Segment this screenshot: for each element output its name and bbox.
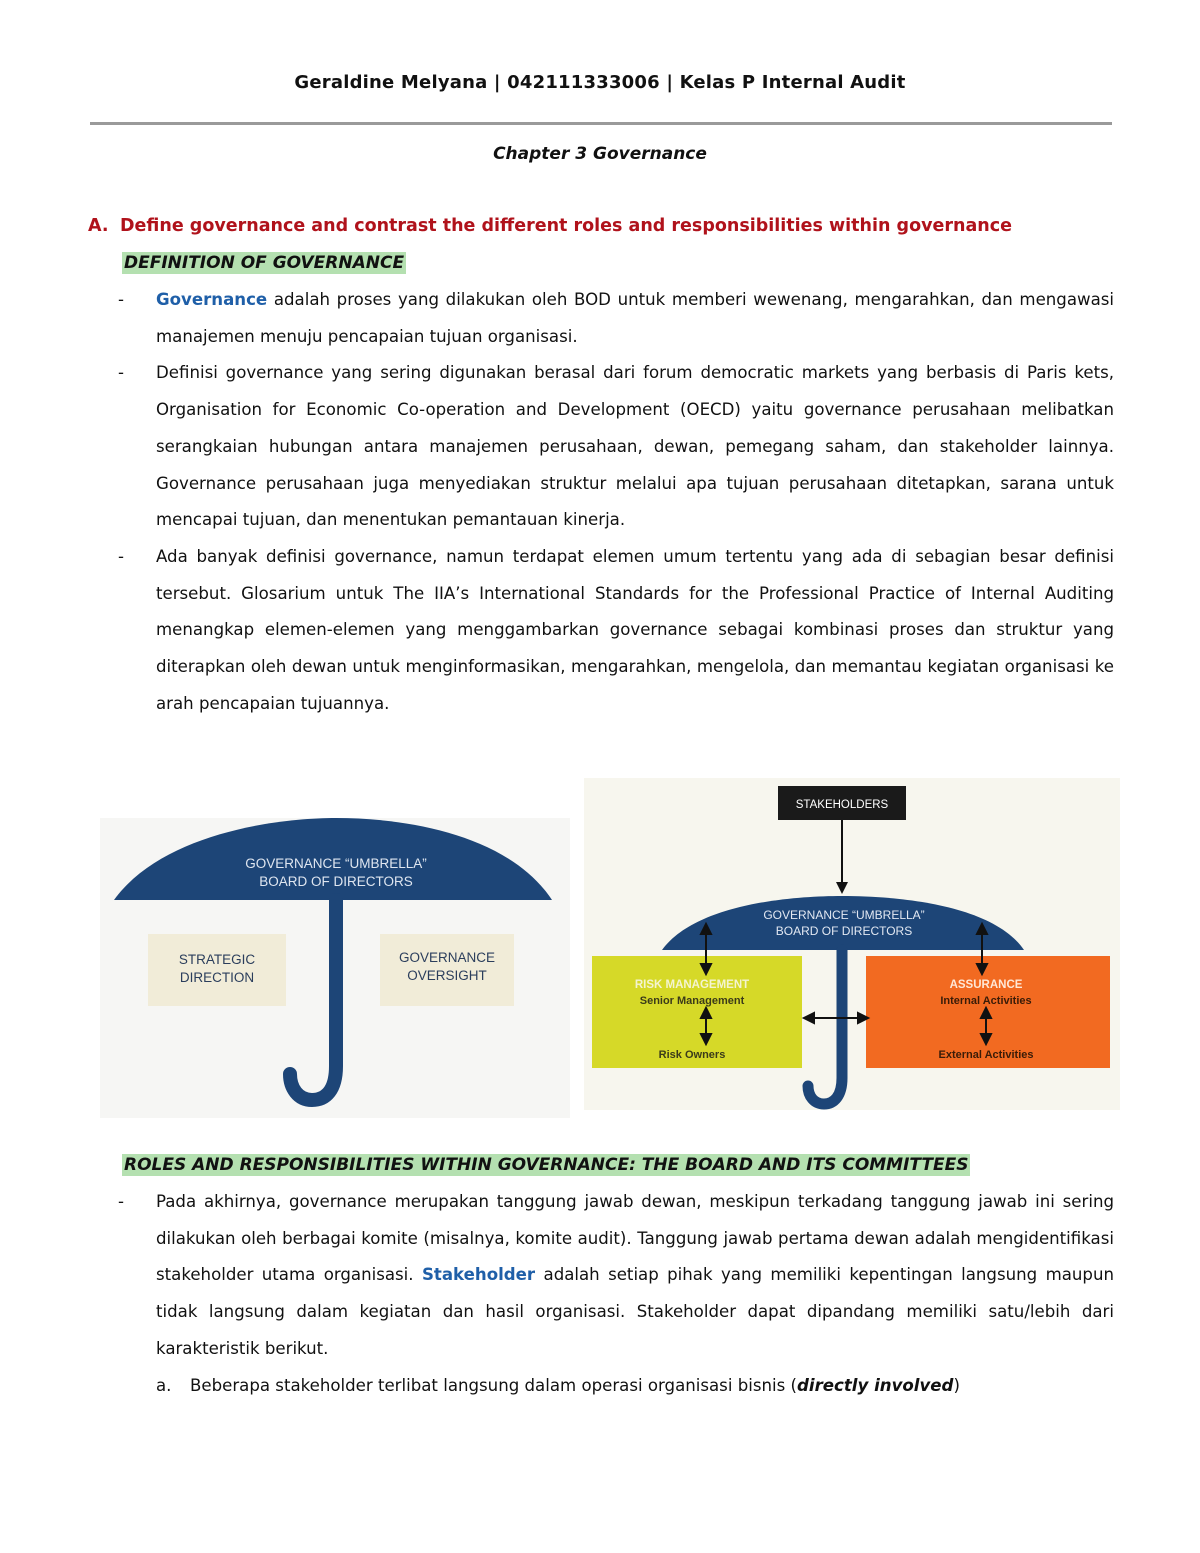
roles-bullet-part-2: adalah setiap pihak yang memiliki kepentingan langsung maupun tidak langsung dalam kegiatan dan hasil organisasi. Stakeholder dapat dipandang memiliki satu/lebih dari karakteristik berikut. <box>156 1265 1114 1358</box>
stakeholder-keyword: Stakeholder <box>421 1265 536 1285</box>
section-a-title: Define governance and contrast the different roles and responsibilities within governance <box>120 216 1012 236</box>
definition-heading: DEFINITION OF GOVERNANCE <box>124 253 405 273</box>
roles-bullet-1 <box>118 1184 1114 1368</box>
definition-bullet-2 <box>118 355 1114 539</box>
definition-bullet-1-text: adalah proses yang dilakukan oleh BOD untuk memberi wewenang, mengarahkan, dan mengawasi manajemen menuju pencapaian tujuan organisasi. <box>156 290 1114 346</box>
stakeholders-label: STAKEHOLDERS <box>795 799 889 811</box>
definition-bullet-3-text: Ada banyak definisi governance, namun terdapat elemen umum tertentu yang ada di sebagian besar definisi tersebut. Glosarium untuk The IIA’s International Standards for the Professional Practice of Internal Auditing menangkap elemen-elemen yang menggambarkan governance sebagai kombinasi proses dan struktur yang diterapkan oleh dewan untuk menginformasikan, mengarahkan, mengelola, dan memantau kegiatan organisasi ke arah pencapaian tujuannya. <box>156 546 1114 713</box>
section-a-letter: A. <box>88 216 109 236</box>
strategic-line-1: STRATEGIC <box>178 952 256 967</box>
strategic-line-2: DIRECTION <box>179 970 255 985</box>
umbrella-right-line-1: GOVERNANCE “UMBRELLA” <box>763 908 925 922</box>
chapter-title: Chapter 3 Governance <box>493 144 707 164</box>
page-header: Geraldine Melyana | 042111333006 | Kelas P Internal Audit <box>294 72 906 93</box>
umbrella-right-line-2: BOARD OF DIRECTORS <box>775 924 913 938</box>
bullet-dash: - <box>118 363 124 383</box>
governance-keyword: Governance <box>156 290 268 309</box>
definition-bullet-1 <box>118 282 1114 355</box>
sub-item-marker: a. <box>156 1375 172 1395</box>
definition-list <box>118 282 1114 722</box>
risk-management-title: RISK MANAGEMENT <box>634 979 750 991</box>
internal-activities-label: Internal Activities <box>940 995 1032 1007</box>
roles-sub-item-a <box>118 1368 1114 1405</box>
bullet-dash: - <box>118 546 124 566</box>
senior-management-label: Senior Management <box>639 995 745 1007</box>
roles-bullet-part-1: Pada akhirnya, governance merupakan tanggung jawab dewan, meskipun terkadang tanggung jawab ini sering dilakukan oleh berbagai komite (misalnya, komite audit). Tanggung jawab pertama dewan adalah mengidentifikasi stakeholder utama organisasi. <box>156 1192 1114 1285</box>
umbrella-line-2: BOARD OF DIRECTORS <box>259 874 413 889</box>
stakeholder-governance-figure <box>584 778 1120 1110</box>
umbrella-line-1: GOVERNANCE “UMBRELLA” <box>245 856 427 871</box>
governance-figures <box>100 778 1120 1118</box>
section-a-heading <box>88 216 1118 236</box>
sub-item-close: ) <box>953 1375 960 1395</box>
assurance-title: ASSURANCE <box>949 979 1023 991</box>
sub-item-text: Beberapa stakeholder terlibat langsung dalam operasi organisasi bisnis ( <box>190 1375 798 1395</box>
external-activities-label: External Activities <box>938 1049 1034 1061</box>
header-divider <box>90 122 1112 125</box>
roles-heading: ROLES AND RESPONSIBILITIES WITHIN GOVERNANCE: THE BOARD AND ITS COMMITTEES <box>124 1155 969 1175</box>
governance-umbrella-figure <box>100 818 570 1118</box>
bullet-dash: - <box>118 290 124 309</box>
oversight-line-1: GOVERNANCE <box>398 950 496 965</box>
directly-involved-emphasis: directly involved <box>797 1375 954 1395</box>
definition-bullet-2-text: Definisi governance yang sering digunakan berasal dari forum democratic markets yang berbasis di Paris kets, Organisation for Economic Co-operation and Development (OECD) yaitu governance perusahaan melibatkan serangkaian hubungan antara manajemen perusahaan, dewan, pemegang saham, dan stakeholder lainnya. Governance perusahaan juga menyediakan struktur melalui apa tujuan perusahaan ditetapkan, sarana untuk mencapai tujuan, dan menentukan pemantauan kinerja. <box>156 363 1114 530</box>
definition-bullet-3 <box>118 539 1114 723</box>
oversight-line-2: OVERSIGHT <box>407 968 487 983</box>
roles-list <box>118 1184 1114 1404</box>
risk-owners-label: Risk Owners <box>658 1049 726 1061</box>
bullet-dash: - <box>118 1192 124 1211</box>
